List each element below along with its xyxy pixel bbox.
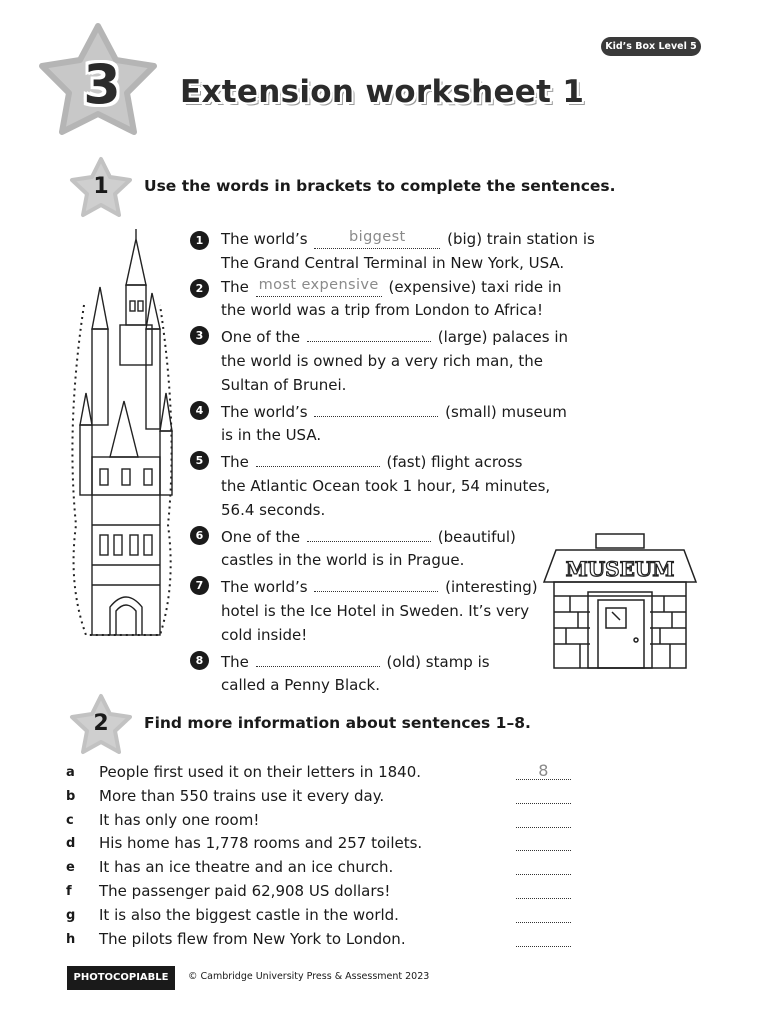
sentence-continuation: the world is owned by a very rich man, the xyxy=(221,351,544,370)
row-letter: a xyxy=(66,765,75,780)
exercise-2-row xyxy=(66,809,526,833)
row-letter: d xyxy=(66,836,76,852)
row-text: It has only one room! xyxy=(99,810,260,829)
castle-illustration xyxy=(64,225,182,647)
row-letter: f xyxy=(66,883,72,899)
exercise-1-number: 1 xyxy=(93,174,109,199)
answer-blank[interactable] xyxy=(516,809,571,828)
sentence-start: The xyxy=(221,652,249,671)
answer-blank[interactable] xyxy=(307,523,431,542)
answer-blank[interactable] xyxy=(256,648,380,667)
answer-text: biggest xyxy=(349,229,406,245)
sentence-start: One of the xyxy=(221,527,301,546)
exercise-1-list xyxy=(190,228,595,698)
exercise-2-row xyxy=(66,904,526,928)
sentence-end: (old) stamp is xyxy=(386,652,490,671)
copyright-text: © Cambridge University Press & Assessment 2023 xyxy=(188,971,430,982)
sentence-continuation: Sultan of Brunei. xyxy=(221,375,347,394)
answer-text: 8 xyxy=(538,761,549,780)
answer-blank[interactable] xyxy=(516,880,571,899)
item-number-badge: 2 xyxy=(190,279,209,298)
exercise-2-row xyxy=(66,761,549,785)
item-number-badge: 6 xyxy=(190,526,209,545)
exercise-1-instruction: Use the words in brackets to complete the sentences. xyxy=(144,177,616,195)
sentence-start: The world’s xyxy=(221,402,308,421)
sentence-continuation: the world was a trip from London to Africa! xyxy=(221,301,544,320)
exercise-1-item xyxy=(190,276,590,324)
row-text: The pilots flew from New York to London. xyxy=(99,929,406,948)
sentence-continuation: 56.4 seconds. xyxy=(221,500,326,519)
level-badge: Kid’s Box Level 5 xyxy=(601,37,701,56)
answer-text: most expensive xyxy=(258,276,379,293)
answer-blank[interactable] xyxy=(256,448,380,467)
sentence-continuation: is in the USA. xyxy=(221,426,322,445)
item-number-badge: 1 xyxy=(190,231,209,250)
answer-blank[interactable] xyxy=(516,832,571,851)
answer-blank[interactable] xyxy=(516,928,571,947)
answer-blank[interactable] xyxy=(314,573,438,592)
exercise-2-row xyxy=(66,880,526,904)
exercise-1-item xyxy=(190,448,590,522)
item-number-badge: 8 xyxy=(190,651,209,670)
sentence-continuation: castles in the world is in Prague. xyxy=(221,551,465,570)
unit-number: 3 xyxy=(83,53,121,116)
row-text: It is also the biggest castle in the world. xyxy=(99,905,399,924)
answer-blank[interactable] xyxy=(516,761,571,780)
answer-blank[interactable] xyxy=(314,398,438,417)
row-text: It has an ice theatre and an ice church. xyxy=(99,858,394,877)
exercise-1-item xyxy=(190,523,590,574)
answer-blank[interactable] xyxy=(516,785,571,804)
exercise-2-row xyxy=(66,832,526,856)
sentence-end: (interesting) xyxy=(445,578,538,597)
answer-blank[interactable] xyxy=(256,278,382,297)
page-title: Extension worksheet 1 xyxy=(180,74,585,110)
sentence-start: One of the xyxy=(221,328,301,347)
sentence-continuation: hotel is the Ice Hotel in Sweden. It’s very xyxy=(221,601,530,620)
exercise-2-row xyxy=(66,785,526,809)
answer-blank[interactable] xyxy=(307,323,431,342)
item-number-badge: 4 xyxy=(190,401,209,420)
sentence-continuation: called a Penny Black. xyxy=(221,676,381,695)
exercise-2-row xyxy=(66,928,526,952)
row-letter: g xyxy=(66,907,76,923)
row-text: More than 550 trains use it every day. xyxy=(99,786,385,805)
row-letter: e xyxy=(66,860,75,876)
sentence-continuation: The Grand Central Terminal in New York, USA. xyxy=(221,253,565,272)
item-number-badge: 3 xyxy=(190,326,209,345)
exercise-2-row xyxy=(66,856,526,880)
sentence-continuation: the Atlantic Ocean took 1 hour, 54 minutes, xyxy=(221,476,551,495)
row-text: People first used it on their letters in 1840. xyxy=(99,763,422,781)
museum-sign-text: MUSEUM xyxy=(565,557,675,581)
answer-blank[interactable] xyxy=(314,230,440,249)
exercise-1-item xyxy=(190,228,595,276)
exercise-1-item xyxy=(190,648,590,699)
sentence-start: The world’s xyxy=(221,230,308,248)
sentence-start: The xyxy=(221,277,249,296)
row-letter: b xyxy=(66,788,76,804)
item-number-badge: 5 xyxy=(190,451,209,470)
exercise-1-item xyxy=(190,398,590,449)
sentence-end: (expensive) taxi ride in xyxy=(388,277,562,296)
photocopiable-label: PHOTOCOPIABLE xyxy=(67,966,175,990)
sentence-start: The xyxy=(221,453,249,472)
sentence-start: The world’s xyxy=(221,578,308,597)
row-letter: h xyxy=(66,931,76,947)
sentence-end: (big) train station is xyxy=(447,230,595,248)
answer-blank[interactable] xyxy=(516,856,571,875)
museum-illustration xyxy=(540,520,700,670)
exercise-2-instruction: Find more information about sentences 1–8. xyxy=(144,714,531,732)
sentence-end: (beautiful) xyxy=(437,527,516,546)
row-letter: c xyxy=(66,812,74,828)
exercise-1-item xyxy=(190,573,590,647)
row-text: The passenger paid 62,908 US dollars! xyxy=(99,881,391,900)
answer-blank[interactable] xyxy=(516,904,571,923)
exercise-1-item xyxy=(190,323,590,397)
sentence-continuation: cold inside! xyxy=(221,625,308,644)
exercise-2-list xyxy=(66,761,549,951)
sentence-end: (large) palaces in xyxy=(437,328,569,347)
sentence-end: (fast) flight across xyxy=(386,453,523,472)
sentence-end: (small) museum xyxy=(445,402,567,421)
row-text: His home has 1,778 rooms and 257 toilets. xyxy=(99,834,423,853)
exercise-2-number: 2 xyxy=(93,711,109,736)
item-number-badge: 7 xyxy=(190,576,209,595)
